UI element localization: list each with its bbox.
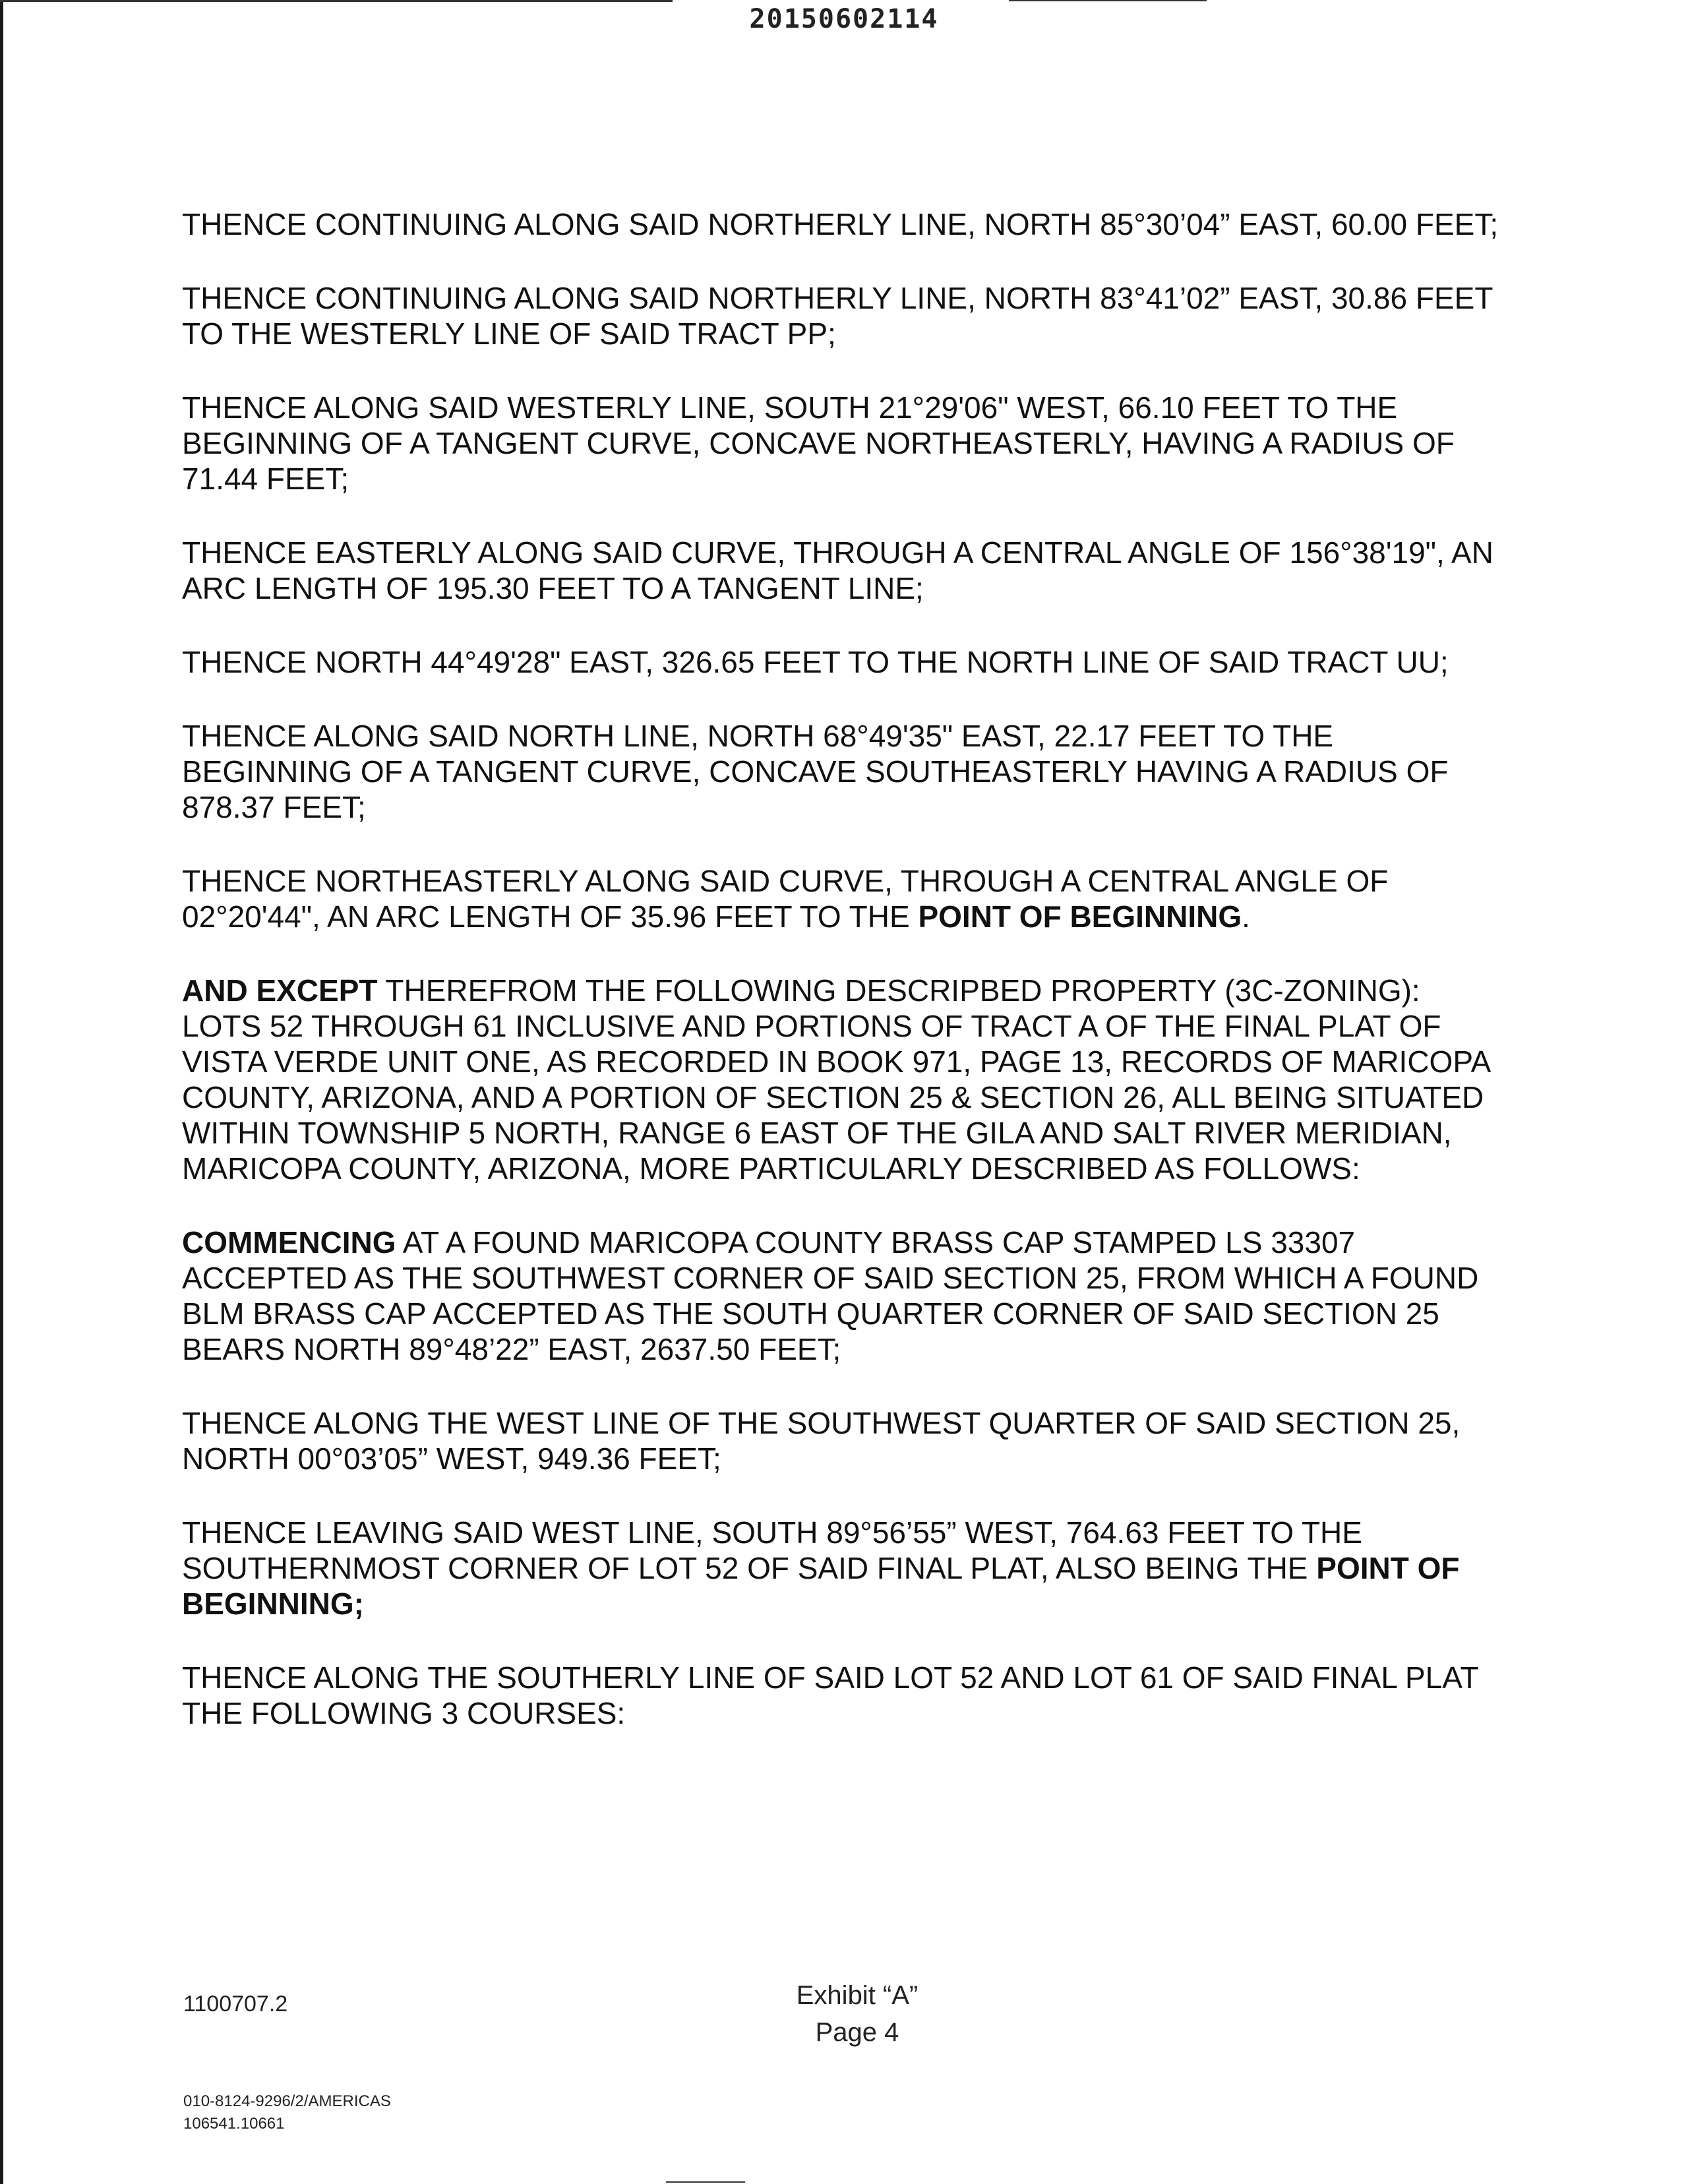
recording-number: 20150602114 bbox=[749, 4, 939, 34]
paragraph: THENCE CONTINUING ALONG SAID NORTHERLY LINE, NORTH 85°30’04” EAST, 60.00 FEET; bbox=[182, 207, 1499, 241]
scan-left-edge bbox=[0, 0, 3, 2184]
paragraph: THENCE ALONG SAID WESTERLY LINE, SOUTH 21°29'06" WEST, 66.10 FEET TO THE BEGINNING OF A TANGENT CURVE, CONCAVE NORTHEASTERLY, HAVING A RADIUS OF 71.44 FEET; bbox=[182, 390, 1455, 496]
scan-top-line bbox=[0, 0, 673, 2]
paragraph: LOTS 52 THROUGH 61 INCLUSIVE AND PORTIONS OF TRACT A OF THE FINAL PLAT OF VISTA VERDE UNIT ONE, AS RECORDED IN BOOK 971, PAGE 13, RECORDS OF MARICOPA COUNTY, ARIZONA, AND A PORTION OF SECTION 25 & SECTION 26, ALL BEING SITUATED WITHIN TOWNSHIP 5 NORTH, RANGE 6 EAST OF THE GILA AND SALT RIVER MERIDIAN, MARICOPA COUNTY, ARIZONA, MORE PARTICULARLY DESCRIBED AS FOLLOWS: bbox=[182, 1009, 1490, 1186]
legal-description bbox=[182, 206, 1507, 1769]
reference-line-2: 106541.10661 bbox=[183, 2115, 285, 2133]
exhibit-title: Exhibit “A” bbox=[796, 1981, 919, 2010]
exhibit-label bbox=[725, 1977, 989, 2051]
paragraph: THENCE ALONG THE SOUTHERLY LINE OF SAID LOT 52 AND LOT 61 OF SAID FINAL PLAT THE FOLLOWING 3 COURSES: bbox=[182, 1660, 1478, 1730]
page-number: Page 4 bbox=[815, 2018, 899, 2047]
paragraph: COMMENCING AT A FOUND MARICOPA COUNTY BRASS CAP STAMPED LS 33307 ACCEPTED AS THE SOUTHWEST CORNER OF SAID SECTION 25, FROM WHICH A FOUND BLM BRASS CAP ACCEPTED AS THE SOUTH QUARTER CORNER OF SAID SECTION 25 BEARS NORTH 89°48’22” EAST, 2637.50 FEET; bbox=[182, 1225, 1479, 1366]
scan-top-line-right bbox=[1009, 0, 1207, 1]
paragraph: THENCE NORTHEASTERLY ALONG SAID CURVE, THROUGH A CENTRAL ANGLE OF 02°20'44", AN ARC LENGTH OF 35.96 FEET TO THE POINT OF BEGINNING. bbox=[182, 864, 1389, 934]
paragraph: THENCE EASTERLY ALONG SAID CURVE, THROUGH A CENTRAL ANGLE OF 156°38'19", AN ARC LENGTH OF 195.30 FEET TO A TANGENT LINE; bbox=[182, 535, 1493, 605]
paragraph: THENCE ALONG THE WEST LINE OF THE SOUTHWEST QUARTER OF SAID SECTION 25, NORTH 00°03’05” WEST, 949.36 FEET; bbox=[182, 1406, 1461, 1476]
bold-point-of-beginning: POINT OF BEGINNING bbox=[918, 899, 1242, 934]
paragraph: THENCE LEAVING SAID WEST LINE, SOUTH 89°56’55” WEST, 764.63 FEET TO THE SOUTHERNMOST CORNER OF LOT 52 OF SAID FINAL PLAT, ALSO BEING THE POINT OF BEGINNING; bbox=[182, 1515, 1460, 1621]
bold-commencing: COMMENCING bbox=[182, 1225, 396, 1259]
paragraph: THENCE ALONG SAID NORTH LINE, NORTH 68°49'35" EAST, 22.17 FEET TO THE BEGINNING OF A TANGENT CURVE, CONCAVE SOUTHEASTERLY HAVING A RADIUS OF 878.37 FEET; bbox=[182, 719, 1449, 824]
paragraph: THENCE CONTINUING ALONG SAID NORTHERLY LINE, NORTH 83°41’02” EAST, 30.86 FEET TO THE WESTERLY LINE OF SAID TRACT PP; bbox=[182, 281, 1493, 351]
paragraph: THENCE NORTH 44°49'28" EAST, 326.65 FEET TO THE NORTH LINE OF SAID TRACT UU; bbox=[182, 645, 1449, 679]
reference-line-1: 010-8124-9296/2/AMERICAS bbox=[183, 2092, 391, 2110]
bold-point-of-beginning: POINT OF BEGINNING; bbox=[182, 1551, 1460, 1621]
paragraph: AND EXCEPT THEREFROM THE FOLLOWING DESCRIPBED PROPERTY (3C-ZONING): bbox=[182, 973, 1420, 1008]
reference-codes bbox=[183, 2090, 391, 2135]
scan-bottom-line bbox=[666, 2181, 745, 2183]
document-id: 1100707.2 bbox=[183, 1991, 288, 2017]
bold-and-except: AND EXCEPT bbox=[182, 973, 378, 1008]
